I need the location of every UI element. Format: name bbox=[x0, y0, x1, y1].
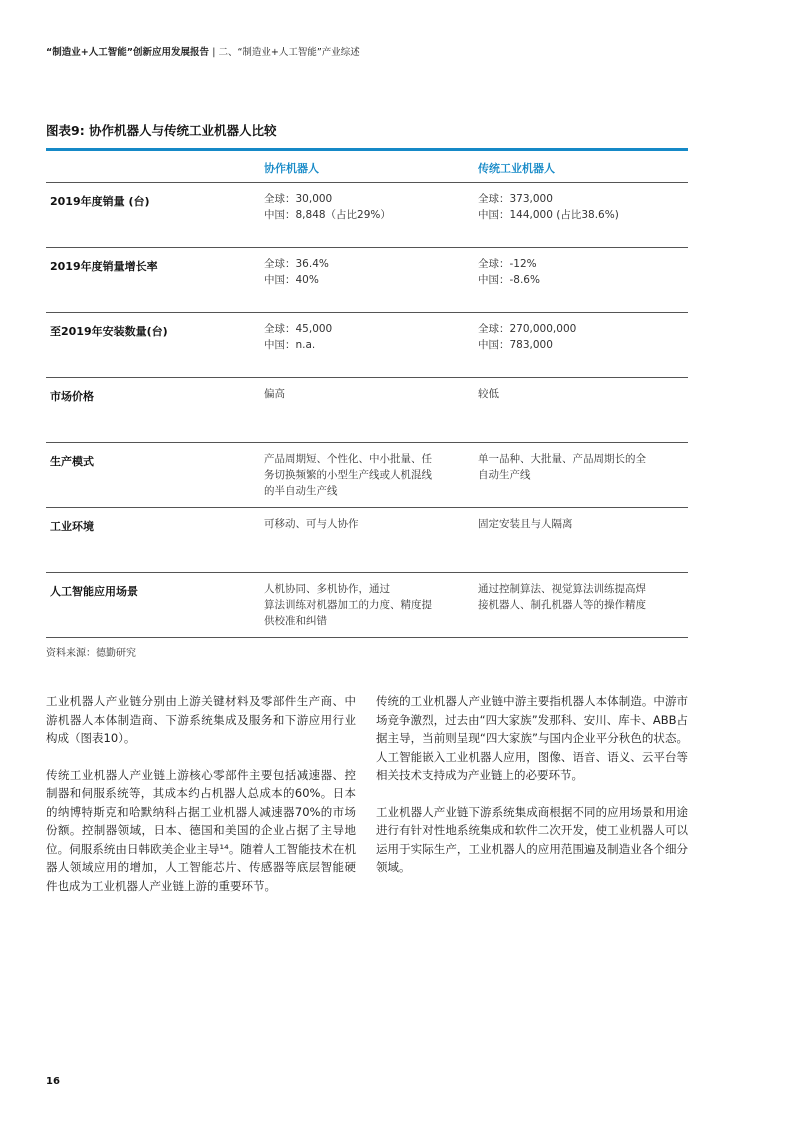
cell-line: 自动生产线 bbox=[478, 469, 531, 481]
table-row bbox=[46, 248, 688, 313]
cell-traditional bbox=[478, 451, 678, 483]
cell-traditional bbox=[478, 321, 678, 353]
cell-line: 中国：-8.6% bbox=[478, 274, 540, 286]
cell-line: 接机器人、制孔机器人等的操作精度 bbox=[478, 599, 646, 611]
row-label: 2019年度销量 (台) bbox=[50, 195, 150, 208]
row-label: 至2019年安装数量(台) bbox=[50, 325, 168, 338]
row-label: 人工智能应用场景 bbox=[50, 585, 138, 598]
row-label: 市场价格 bbox=[50, 390, 94, 403]
cell-line: 通过控制算法、视觉算法训练提高焊 bbox=[478, 583, 646, 595]
cell-line: 供校准和纠错 bbox=[264, 615, 327, 627]
cell-cobot bbox=[264, 516, 454, 532]
cell-line: 全球：45,000 bbox=[264, 323, 333, 335]
cell-line: 中国：n.a. bbox=[264, 339, 316, 351]
cell-traditional bbox=[478, 256, 678, 288]
table-row bbox=[46, 443, 688, 508]
cell-line: 人机协同、多机协作，通过 bbox=[264, 583, 390, 595]
cell-line: 单一品种、大批量、产品周期长的全 bbox=[478, 453, 646, 465]
cell-line: 全球：-12% bbox=[478, 258, 537, 270]
running-header bbox=[46, 44, 360, 58]
row-label: 2019年度销量增长率 bbox=[50, 260, 158, 273]
col-header-cobot: 协作机器人 bbox=[264, 162, 319, 175]
source-note: 资料来源：德勤研究 bbox=[46, 648, 136, 659]
table-header-row bbox=[46, 151, 688, 183]
cell-cobot bbox=[264, 191, 454, 223]
table-row bbox=[46, 183, 688, 248]
cell-traditional bbox=[478, 191, 678, 223]
cell-cobot bbox=[264, 581, 454, 629]
cell-line: 的半自动生产线 bbox=[264, 485, 338, 497]
body-paragraph: 工业机器人产业链分别由上游关键材料及零部件生产商、中游机器人本体制造商、下游系统集成及服务和下游应用行业构成（图表10）。 bbox=[46, 694, 356, 745]
cell-cobot bbox=[264, 321, 454, 353]
body-column-right bbox=[376, 692, 688, 895]
cell-traditional bbox=[478, 516, 678, 532]
header-section: | 二、“制造业+人工智能”产业综述 bbox=[212, 47, 360, 58]
cell-line: 固定安装且与人隔离 bbox=[478, 518, 573, 530]
body-paragraph: 工业机器人产业链下游系统集成商根据不同的应用场景和用途进行有针对性地系统集成和软件二次开发，使工业机器人可以运用于实际生产，工业机器人的应用范围遍及制造业各个细分领域。 bbox=[376, 804, 688, 874]
cell-cobot bbox=[264, 256, 454, 288]
row-label: 生产模式 bbox=[50, 455, 94, 468]
cell-line: 全球：373,000 bbox=[478, 193, 553, 205]
cell-line: 中国：783,000 bbox=[478, 339, 553, 351]
table-row bbox=[46, 378, 688, 443]
cell-line: 全球：36.4% bbox=[264, 258, 329, 270]
body-paragraph: 传统的工业机器人产业链中游主要指机器人本体制造。中游市场竞争激烈，过去由“四大家族”发那科、安川、库卡、ABB占据主导，当前则呈现“四大家族”与国内企业平分秋色的状态。人工智能嵌入工业机器人应用，图像、语音、语义、云平台等相关技术支持成为产业链上的必要环节。 bbox=[376, 694, 688, 782]
cell-line: 全球：270,000,000 bbox=[478, 323, 577, 335]
figure-title: 图表9: 协作机器人与传统工业机器人比较 bbox=[46, 123, 277, 138]
cell-line: 算法训练对机器加工的力度、精度提 bbox=[264, 599, 432, 611]
cell-line: 偏高 bbox=[264, 388, 285, 400]
cell-line: 中国：8,848（占比29%） bbox=[264, 209, 391, 221]
cell-line: 中国：144,000 (占比38.6%) bbox=[478, 209, 619, 221]
table-row bbox=[46, 508, 688, 573]
cell-line: 中国：40% bbox=[264, 274, 319, 286]
body-column-left bbox=[46, 692, 356, 913]
cell-traditional bbox=[478, 386, 678, 402]
cell-line: 全球：30,000 bbox=[264, 193, 333, 205]
cell-cobot bbox=[264, 451, 454, 499]
table-row bbox=[46, 313, 688, 378]
cell-line: 可移动、可与人协作 bbox=[264, 518, 359, 530]
cell-line: 较低 bbox=[478, 388, 499, 400]
row-label: 工业环境 bbox=[50, 520, 94, 533]
body-paragraph: 传统工业机器人产业链上游核心零部件主要包括减速器、控制器和伺服系统等，其成本约占机器人总成本的60%。日本的纳博特斯克和哈默纳科占据工业机器人减速器70%的市场份额。控制器领域，日本、德国和美国的企业占据了主导地位。伺服系统由日韩欧美企业主导¹⁴。随着人工智能技术在机器人领域应用的增加，人工智能芯片、传感器等底层智能硬件也成为工业机器人产业链上游的重要环节。 bbox=[46, 767, 356, 893]
col-header-traditional: 传统工业机器人 bbox=[478, 162, 555, 175]
page-number: 16 bbox=[46, 1076, 60, 1087]
cell-line: 产品周期短、个性化、中小批量、任 bbox=[264, 453, 432, 465]
cell-line: 务切换频繁的小型生产线或人机混线 bbox=[264, 469, 432, 481]
cell-traditional bbox=[478, 581, 678, 613]
comparison-table bbox=[46, 148, 688, 638]
cell-cobot bbox=[264, 386, 454, 402]
header-title: “制造业+人工智能”创新应用发展报告 bbox=[46, 47, 209, 58]
table-row bbox=[46, 573, 688, 638]
